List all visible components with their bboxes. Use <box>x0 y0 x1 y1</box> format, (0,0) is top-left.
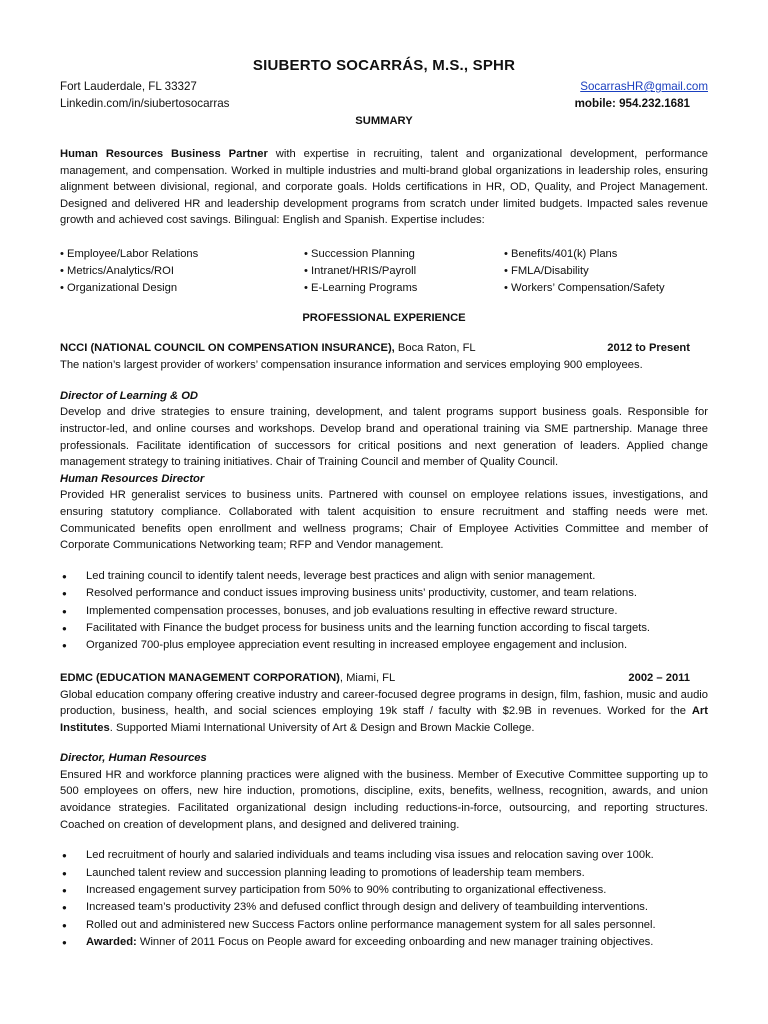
achievement-item: ● Led recruitment of hourly and salaried individuals and teams including visa issues and relocation saving over 100k. <box>60 847 708 864</box>
job-ncci <box>60 340 708 654</box>
experience-heading: PROFESSIONAL EXPERIENCE <box>302 312 466 325</box>
skill-item: • Workers’ Compensation/Safety <box>504 281 665 294</box>
summary-lead: Human Resources Business Partner <box>60 148 268 160</box>
skill-item: • Benefits/401(k) Plans <box>504 247 618 260</box>
achievement-item: ● Increased team’s productivity 23% and defused conflict through design and delivery of teambuilding interventions. <box>60 899 708 916</box>
job-edmc <box>60 670 708 952</box>
achievement-item: ● Increased engagement survey participation from 50% to 90% contributing to organizational effectiveness. <box>60 882 708 899</box>
skills-column-2 <box>304 246 504 296</box>
linkedin-url: Linkedin.com/in/siubertosocarras <box>60 97 230 110</box>
achievement-list <box>60 847 708 951</box>
achievement-item: ● Organized 700-plus employee appreciation event resulting in increased employee engagement and inclusion. <box>60 637 708 654</box>
employer <box>60 670 395 687</box>
role-title: Human Resources Director <box>60 472 205 485</box>
skills-column-1 <box>60 246 304 296</box>
company-name: NCCI (NATIONAL COUNCIL ON COMPENSATION INSURANCE), <box>60 342 395 355</box>
award-item <box>60 934 708 951</box>
skills-column-3 <box>504 246 694 296</box>
skill-item: • Succession Planning <box>304 247 415 260</box>
achievement-item: ● Resolved performance and conduct issues improving business units’ productivity, customer, and team relations. <box>60 585 708 602</box>
description-text: Global education company offering creative industry and career-focused degree programs in design, film, fashion, music and audio production, business, health, and social sciences employing 19k staff / faculty with $2.9B in revenues. Worked for the <box>60 688 708 718</box>
company-name: EDMC (EDUCATION MANAGEMENT CORPORATION) <box>60 671 340 684</box>
summary-paragraph <box>60 146 708 229</box>
location: Fort Lauderdale, FL 33327 <box>60 80 197 93</box>
candidate-name: SIUBERTO SOCARRÁS, M.S., SPHR <box>252 57 516 74</box>
achievement-item: ● Facilitated with Finance the budget process for business units and the learning function according to fiscal targets. <box>60 620 708 637</box>
description-text: . Supported Miami International University of Art & Design and Brown Mackie College. <box>109 721 535 734</box>
company-description: The nation’s largest provider of workers’ compensation insurance information and services employing 900 employees. <box>60 359 643 372</box>
award-text: Winner of 2011 Focus on People award for exceeding onboarding and new manager training objectives. <box>136 936 654 949</box>
job-dates: 2002 – 2011 <box>628 671 690 684</box>
achievement-list <box>60 568 708 655</box>
company-description <box>60 687 708 737</box>
achievement-item: ● Led training council to identify talent needs, leverage best practices and align with senior management. <box>60 568 708 585</box>
skill-item: • E-Learning Programs <box>304 281 418 294</box>
award-label: Awarded: <box>86 936 137 949</box>
company-location: Boca Raton, FL <box>394 342 476 355</box>
role-description: Ensured HR and workforce planning practices were aligned with the business. Member of Executive Committee supporting up to 500 employees on offers, new hire induction, promotions, discipline, exits, benefits, wellness, recognition, awards, and union avoidance strategies. Facilitated organizational design including reductions-in-force, outsourcing, and reporting structures. Coached on creation of development plans, and designed and delivered training. <box>60 768 708 831</box>
skill-item: • Intranet/HRIS/Payroll <box>304 264 417 277</box>
role-description: Develop and drive strategies to ensure training, development, and talent programs support business goals. Responsible for instructor-led, and online courses and workshops. Develop brand and operational training via SME partnership. Manage three professionals. Facilitate identification of successors for critical positions and next generation of leaders. Applied change management strategy to training initiatives. Chair of Training Council and member of Quality Council. <box>60 406 708 469</box>
skill-item: • Organizational Design <box>60 281 178 294</box>
employer-row <box>60 340 708 357</box>
summary-heading: SUMMARY <box>355 115 413 127</box>
employer-row <box>60 670 708 687</box>
achievement-item: ● Rolled out and administered new Success Factors online performance management system for all sales personnel. <box>60 917 708 934</box>
employer <box>60 340 476 357</box>
job-dates: 2012 to Present <box>607 342 690 355</box>
mobile-number: mobile: 954.232.1681 <box>574 97 690 110</box>
skill-item: • FMLA/Disability <box>504 264 589 277</box>
achievement-item: ● Launched talent review and succession planning leading to promotions of leadership team members. <box>60 865 708 882</box>
summary-text: with expertise in recruiting, talent and organizational development, performance management, and compensation. Worked in multiple industries and multi-brand global organizations in leadership roles, ensuring alignment between divisional, regional, and corporate goals. Holds certifications in HR, OD, Quality, and Project Management. Designed and delivered HR and leadership development programs from scratch under limited budgets. Impacted sales revenue growth and achieved cost savings. Bilingual: English and Spanish. Expertise includes: <box>60 148 708 227</box>
contact-row-1 <box>60 78 708 95</box>
resume-page <box>60 56 708 952</box>
skills-grid <box>60 246 708 296</box>
achievement-item: ● Implemented compensation processes, bonuses, and job evaluations resulting in effective reward structure. <box>60 603 708 620</box>
email-link[interactable]: SocarrasHR@gmail.com <box>580 80 708 93</box>
contact-row-2 <box>60 95 708 112</box>
skill-item: • Metrics/Analytics/ROI <box>60 264 174 277</box>
description-highlight: Art Institutes <box>60 705 708 734</box>
role-description: Provided HR generalist services to business units. Partnered with counsel on employee relations issues, investigations, and ensuring statutory compliance. Collaborated with talent acquisition to ensure recruitment and staffing needs were met. Communicated benefits open enrollment and wellness programs; Chair of Employee Activities Committee and member of Corporate Communications Networking team; RFP and Vendor management. <box>60 489 708 552</box>
company-location: , Miami, FL <box>339 671 396 684</box>
role-title: Director, Human Resources <box>60 752 207 765</box>
skill-item: • Employee/Labor Relations <box>60 247 199 260</box>
role-title: Director of Learning & OD <box>60 389 198 402</box>
